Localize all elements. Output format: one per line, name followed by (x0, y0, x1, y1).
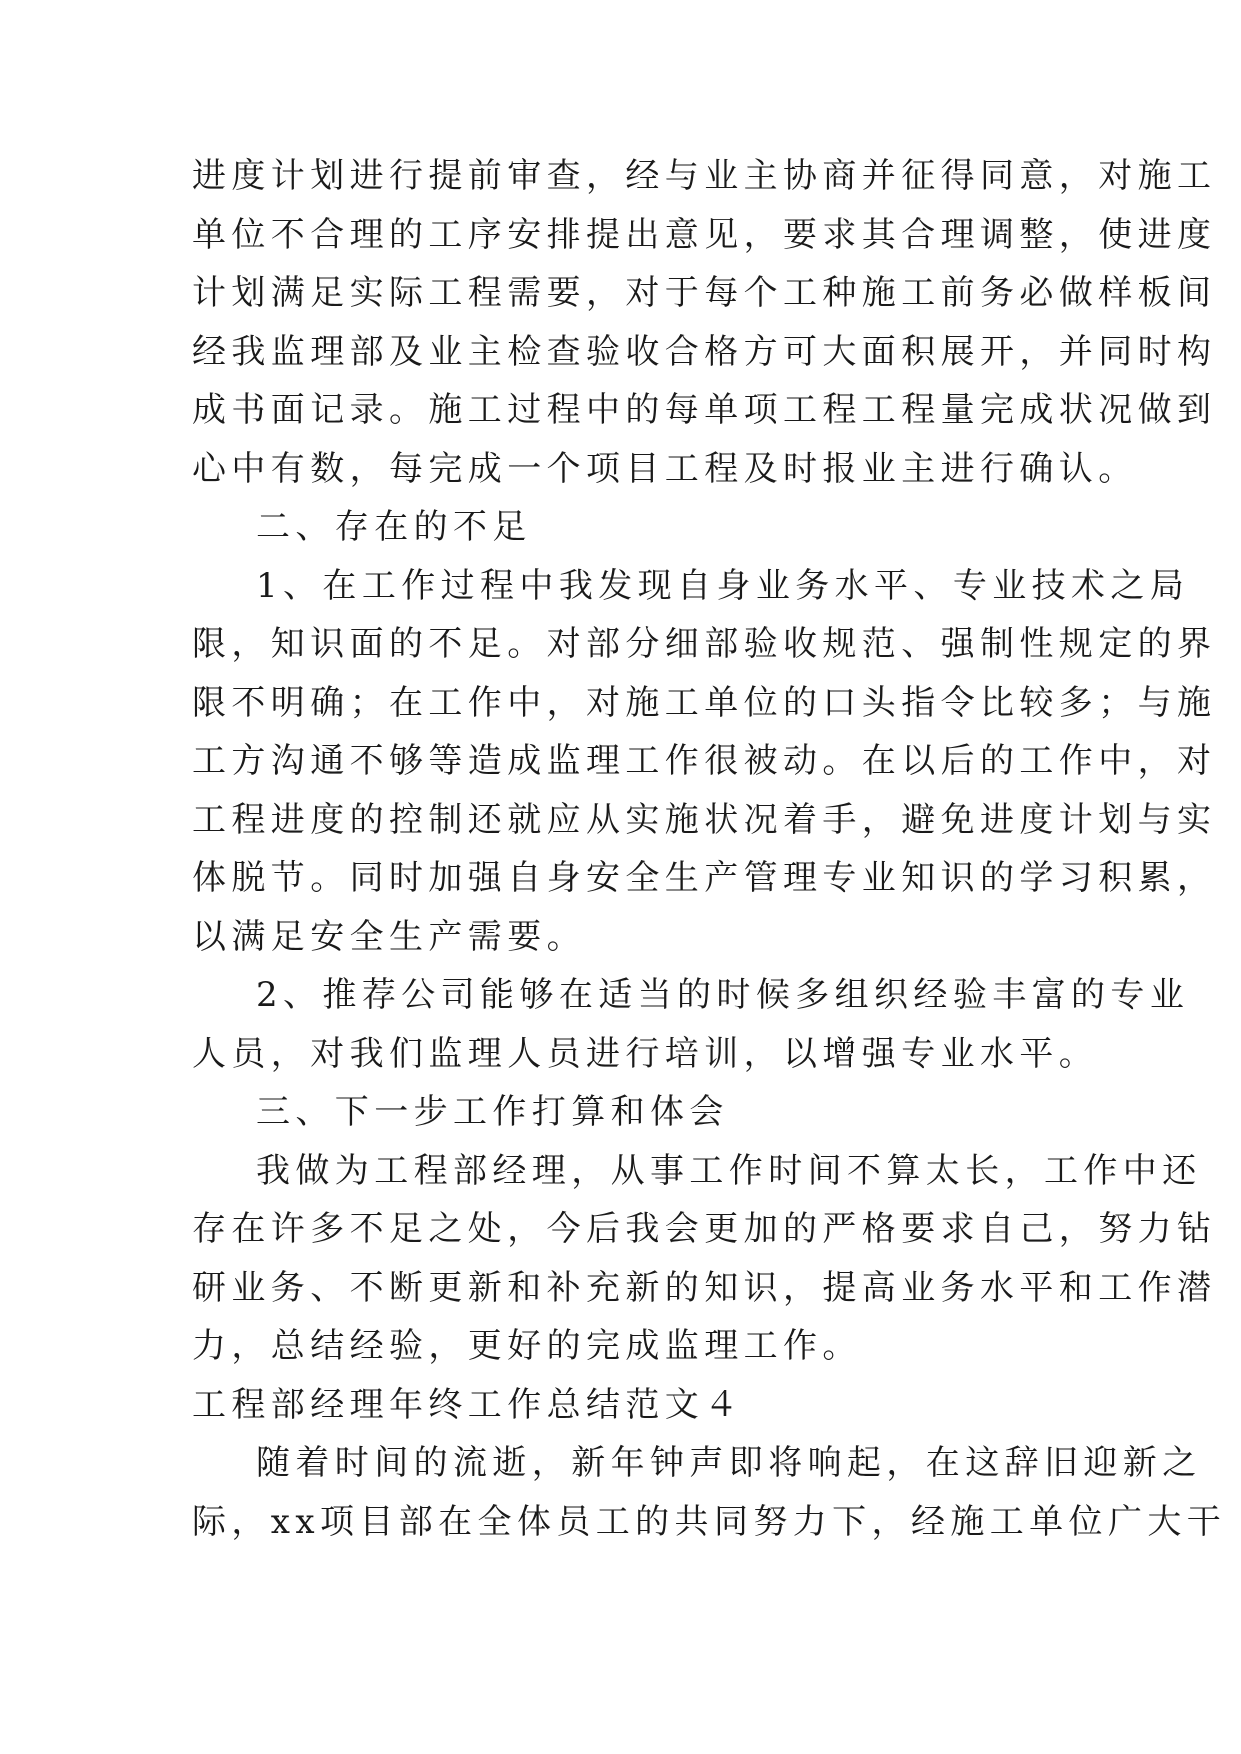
paragraph-line: 经我监理部及业主检查验收合格方可大面积展开，并同时构 (192, 331, 1217, 372)
paragraph-line: 以满足安全生产需要。 (192, 916, 586, 957)
paragraph-line: 成书面记录。施工过程中的每单项工程工程量完成状况做到 (192, 390, 1217, 430)
paragraph-line: 研业务、不断更新和补充新的知识，提高业务水平和工作潜 (192, 1267, 1217, 1308)
article-title: 工程部经理年终工作总结范文４ (192, 1384, 744, 1425)
paragraph-line: 1、在工作过程中我发现自身业务水平、专业技术之局 (256, 565, 1190, 606)
paragraph-line: 2、推荐公司能够在适当的时候多组织经验丰富的专业 (256, 975, 1190, 1015)
paragraph-line: 单位不合理的工序安排提出意见，要求其合理调整，使进度 (192, 214, 1217, 255)
paragraph-line: 际，xx项目部在全体员工的共同努力下，经施工单位广大干 (192, 1501, 1227, 1542)
paragraph-line: 我做为工程部经理，从事工作时间不算太长，工作中还 (256, 1150, 1202, 1191)
section-heading: 三、下一步工作打算和体会 (256, 1092, 729, 1132)
paragraph-line: 计划满足实际工程需要，对于每个工种施工前务必做样板间 (192, 273, 1217, 313)
paragraph-line: 人员，对我们监理人员进行培训，以增强专业水平。 (192, 1033, 1099, 1074)
paragraph-line: 进度计划进行提前审查，经与业主协商并征得同意，对施工 (192, 156, 1217, 196)
section-heading: 二、存在的不足 (256, 507, 532, 547)
paragraph-line: 限，知识面的不足。对部分细部验收规范、强制性规定的界 (192, 624, 1217, 664)
document-body (192, 147, 1227, 1551)
paragraph-line: 限不明确；在工作中，对施工单位的口头指令比较多；与施 (192, 682, 1217, 723)
paragraph-line: 随着时间的流逝，新年钟声即将响起，在这辞旧迎新之 (256, 1443, 1202, 1483)
paragraph-line: 存在许多不足之处，今后我会更加的严格要求自己，努力钻 (192, 1209, 1217, 1249)
paragraph-line: 工方沟通不够等造成监理工作很被动。在以后的工作中，对 (192, 741, 1217, 781)
paragraph-line: 力，总结经验，更好的完成监理工作。 (192, 1326, 862, 1366)
paragraph-line: 体脱节。同时加强自身安全生产管理专业知识的学习积累， (192, 858, 1217, 898)
paragraph-line: 工程进度的控制还就应从实施状况着手，避免进度计划与实 (192, 799, 1217, 840)
paragraph-line: 心中有数，每完成一个项目工程及时报业主进行确认。 (192, 448, 1138, 489)
